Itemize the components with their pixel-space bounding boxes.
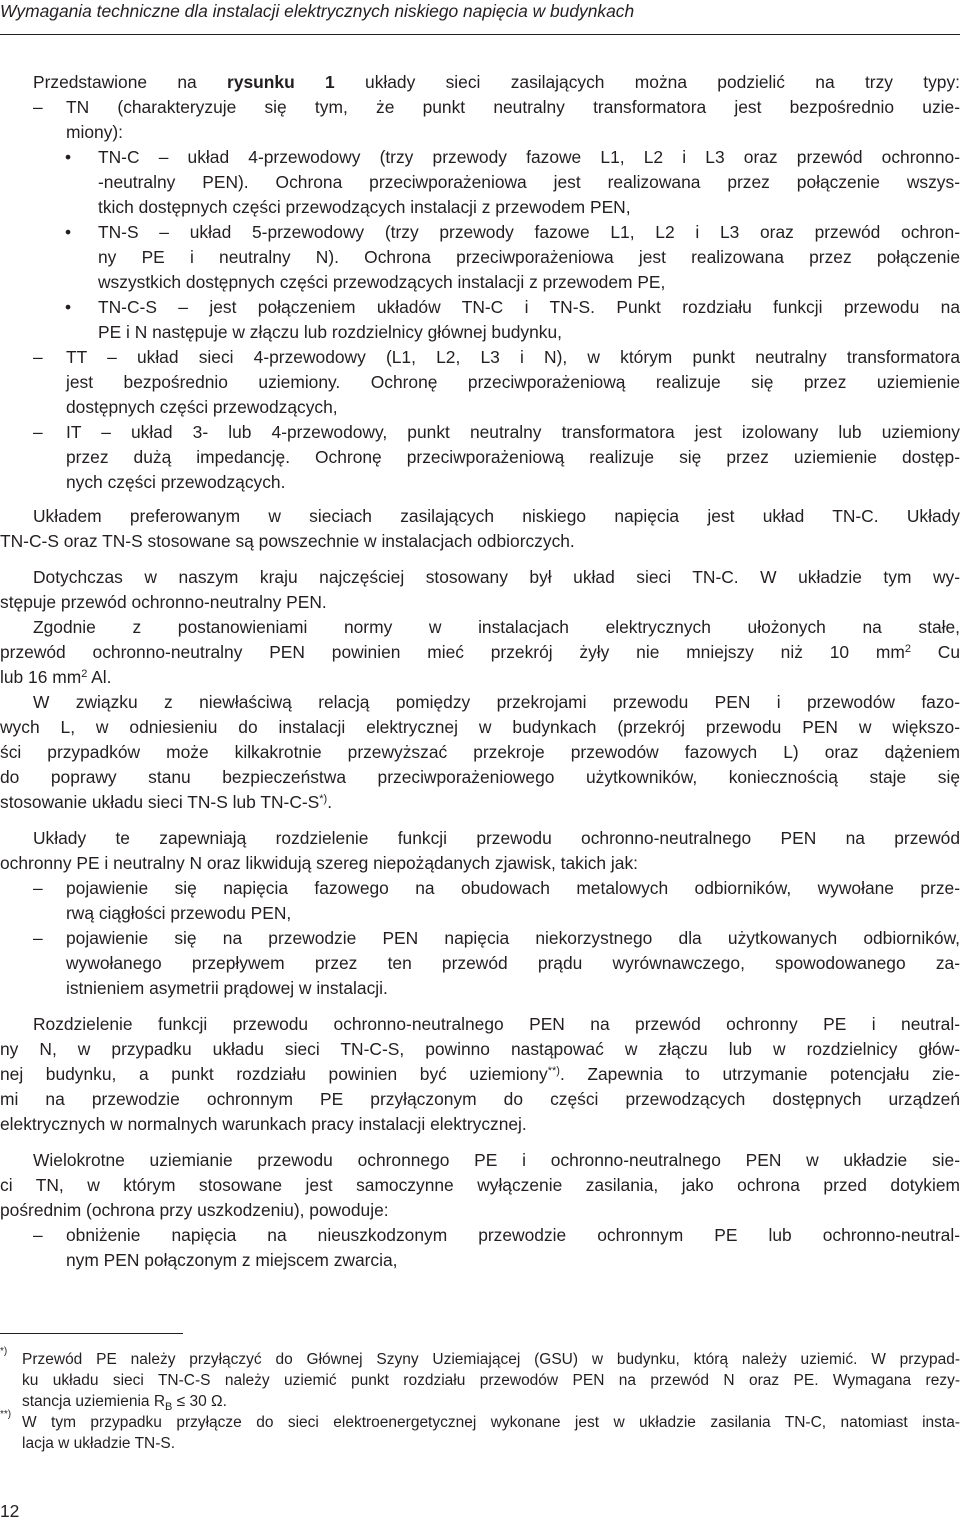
text-line: TN-C – układ 4-przewodowy (trzy przewody fazowe L1, L2 i L3 oraz przewód ochronno- [98,147,960,167]
text-run: Al. [87,667,112,687]
text-line: ny N, w przypadku układu sieci TN-C-S, powinno nastąpować w złączu lub w rozdzielnicy głów- [0,1039,960,1059]
text-line: TN-C-S oraz TN-S stosowane są powszechnie w instalacjach odbiorczych. [0,531,575,551]
text-run: Cu [910,642,960,662]
list-item-tns [65,220,960,245]
footnote-line [22,1391,960,1412]
dash-marker: – [33,347,43,367]
text-run: . Zapewnia to utrzymanie potencjału zie- [559,1064,960,1084]
dash-marker: – [33,1225,43,1245]
footnote-line: ku układu sieci TN-C-S należy uziemić punkt rozdziału przewodów PEN na przewód N oraz PE. Wymagana rezy- [22,1372,960,1389]
text-line: PE i N następuje w złączu lub rozdzielnicy głównej budynku, [98,322,562,342]
text-line: wywołanego przepływem przez ten przewód prądu wyrównawczego, spowodowanego za- [66,953,960,973]
dash-marker: – [33,878,43,898]
list-item-tn [33,95,960,120]
text-line: ny PE i neutralny N). Ochrona przeciwporażeniowa jest realizowana przez połączenie [98,247,960,267]
text-line: miony): [66,122,124,142]
text-line [0,1062,960,1087]
text-line [0,790,960,815]
paragraph-gap [0,554,960,565]
bullet-marker: • [65,147,72,167]
intro-after: układy sieci zasilających można podzielić na trzy typy: [334,72,960,92]
text-run: . [327,792,333,812]
text-line: mi na przewodzie ochronnym PE przyłączonym do części przewodzących dostępnych urządzeń [0,1089,960,1109]
document-body [0,70,960,1273]
list-item-it [33,420,960,445]
text-line: pojawienie się napięcia fazowego na obudowach metalowych odbiorników, wywołane prze- [66,878,960,898]
text-line: -neutralny PEN). Ochrona przeciwporażeniowa jest realizowana przez połączenie wszys- [98,172,960,192]
superscript: 2 [904,643,911,655]
text-line [0,640,960,665]
text-run: nej budynku, a punkt rozdziału powinien być uziemiony [0,1064,548,1084]
list-item-tt [33,345,960,370]
text-line: ochronny PE i neutralny N oraz likwidują szereg niepożądanych zjawisk, takich jak: [0,853,638,873]
footnote-line: Przewód PE należy przyłączyć do Głównej Szyny Uziemiającej (GSU) w budynku, którą należy uziemić. W przypad- [22,1351,960,1368]
paragraph-gap [0,1001,960,1012]
intro-line [33,70,960,95]
text-line: istnieniem asymetrii prądowej w instalacji. [66,978,388,998]
footnote-mark: *) [0,1346,8,1357]
paragraph-dotychczas: Dotychczas w naszym kraju najczęściej stosowany był układ sieci TN-C. W układzie tym wy- [33,567,960,587]
text-line: wszystkich dostępnych części przewodzących instalacji z przewodem PE, [98,272,666,292]
text-line: elektrycznych w normalnych warunkach pracy instalacji elektrycznej. [0,1114,527,1134]
list-item-dash [33,926,960,951]
text-line [0,665,960,690]
paragraph-rozdzielenie: Rozdzielenie funkcji przewodu ochronno-neutralnego PEN na przewód ochronny PE i neutral- [33,1014,960,1034]
paragraph-gap [0,495,960,504]
paragraph-zwiazku: W związku z niewłaściwą relacją pomiędzy przekrojami przewodu PEN i przewodów fazo- [33,692,960,712]
footnote-2 [0,1409,960,1454]
text-line: dostępnych części przewodzących, [66,397,338,417]
text-line: TN (charakteryzuje się tym, że punkt neutralny transformatora jest bezpośrednio uzie- [66,97,960,117]
list-item-tncs [65,295,960,320]
paragraph-wielokrotne: Wielokrotne uziemianie przewodu ochronnego PE i ochronno-neutralnego PEN w układzie sie- [33,1150,960,1170]
text-line: wych L, w odniesieniu do instalacji elektrycznej w budynkach (przekrój przewodu PEN w większo- [0,717,960,737]
subscript: B [165,1401,173,1413]
page-number: 12 [0,1501,20,1521]
running-header [0,0,960,35]
dash-marker: – [33,97,43,117]
text-line: rwą ciągłości przewodu PEN, [66,903,292,923]
paragraph-uklady: Układy te zapewniają rozdzielenie funkcji przewodu ochronno-neutralnego PEN na przewód [33,828,960,848]
header-title: Wymagania techniczne dla instalacji elektrycznych niskiego napięcia w budynkach [0,1,635,21]
paragraph-zgodnie: Zgodnie z postanowieniami normy w instalacjach elektrycznych ułożonych na stałe, [33,617,960,637]
text-line: obniżenie napięcia na nieuszkodzonym przewodzie ochronnym PE lub ochronno-neutral- [66,1225,960,1245]
text-line: TT – układ sieci 4-przewodowy (L1, L2, L3 i N), w którym punkt neutralny transformatora [66,347,960,367]
footnote-ref: **) [547,1065,560,1077]
text-line: IT – układ 3- lub 4-przewodowy, punkt neutralny transformatora jest izolowany lub uziemiony [66,422,960,442]
footnote-line: W tym przypadku przyłącze do sieci elektroenergetycznej wykonane jest w układzie zasilania TN-C, natomiast insta- [22,1414,960,1431]
text-line: pośrednim (ochrona przy uszkodzeniu), powoduje: [0,1200,389,1220]
text-line: TN-C-S – jest połączeniem układów TN-C i TN-S. Punkt rozdziału funkcji przewodu na [98,297,960,317]
dash-marker: – [33,928,43,948]
footnote-mark: **) [0,1409,12,1420]
text-run: stosowanie układu sieci TN-S lub TN-C-S [0,792,320,812]
footnote-ref: *) [319,793,328,805]
intro-bold: rysunku 1 [227,72,335,92]
text-line: tkich dostępnych części przewodzących instalacji z przewodem PEN, [98,197,631,217]
text-run: przewód ochronno-neutralny PEN powinien mieć przekrój żyły nie mniejszy niż 10 mm [0,642,905,662]
list-item-tnc [65,145,960,170]
text-line: ści przypadków może kilkakrotnie przewyższać przekroje przewodów fazowych L) oraz dążeniem [0,742,960,762]
intro-before: Przedstawione na [33,72,228,92]
footnote-line: lacja w układzie TN-S. [22,1435,176,1452]
superscript: 2 [81,668,88,680]
list-item-dash [33,876,960,901]
text-line: nym PEN połączonym z miejscem zwarcia, [66,1250,398,1270]
paragraph-gap [0,1137,960,1148]
text-run: lub 16 mm [0,667,82,687]
text-line: stępuje przewód ochronno-neutralny PEN. [0,592,327,612]
text-line: nych części przewodzących. [66,472,286,492]
footnote-1 [0,1346,960,1413]
dash-marker: – [33,422,43,442]
list-item-dash [33,1223,960,1248]
text-line: ci TN, w którym stosowane jest samoczynne wyłączenie zasilania, jako ochrona przed dotykiem [0,1175,960,1195]
footnote-rule [0,1333,183,1334]
text-line: pojawienie się na przewodzie PEN napięcia niekorzystnego dla użytkowanych odbiorników, [66,928,960,948]
text-line: jest bezpośrednio uziemiony. Ochronę przeciwporażeniową realizuje się przez uziemienie [66,372,960,392]
text-run: ≤ 30 Ω. [172,1393,227,1410]
bullet-marker: • [65,297,72,317]
text-line: TN-S – układ 5-przewodowy (trzy przewody fazowe L1, L2 i L3 oraz przewód ochron- [98,222,960,242]
bullet-marker: • [65,222,72,242]
paragraph-preferred: Układem preferowanym w sieciach zasilających niskiego napięcia jest układ TN-C. Układy [33,506,960,526]
text-line: przez dużą impedancję. Ochronę przeciwporażeniową realizuje się przez uziemienie dostęp- [66,447,960,467]
text-line: do poprawy stanu bezpieczeństwa przeciwporażeniowego użytkowników, koniecznością staje się [0,767,960,787]
paragraph-gap [0,815,960,826]
text-run: stancja uziemienia R [22,1393,166,1410]
